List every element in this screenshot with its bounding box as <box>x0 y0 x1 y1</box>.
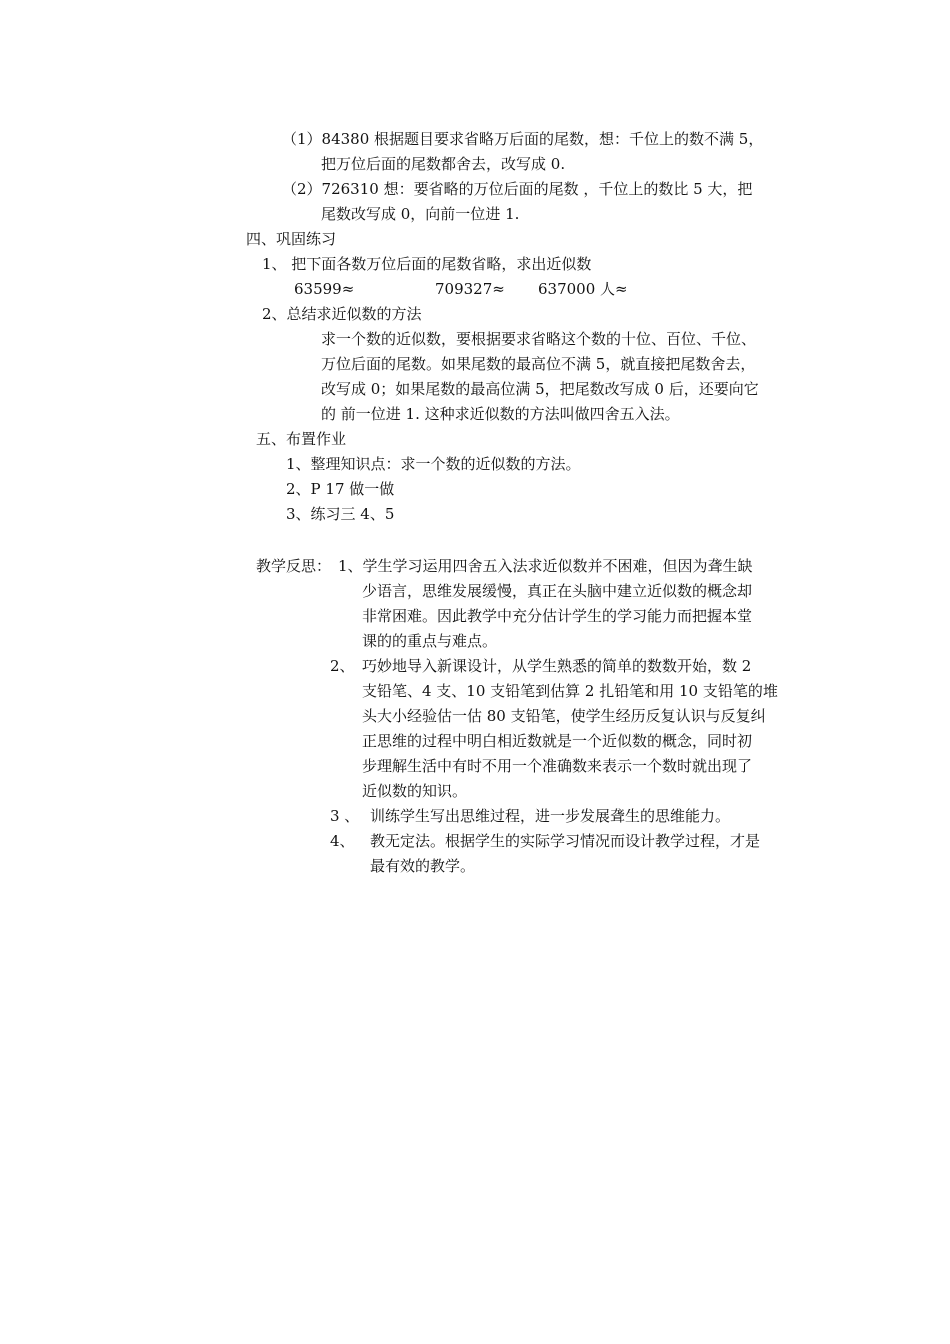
reflection-4-line-2: 最有效的教学。 <box>370 857 476 875</box>
example-1-line-2: 把万位后面的尾数都舍去，改写成 0. <box>321 155 566 173</box>
exercise-1-item-2: 709327≈ <box>435 280 505 298</box>
reflection-3-line-1: 训练学生写出思维过程，进一步发展聋生的思维能力。 <box>370 807 731 825</box>
exercise-1-label: 1、 把下面各数万位后面的尾数省略，求出近似数 <box>262 255 592 273</box>
reflection-4-number: 4、 <box>330 832 355 850</box>
method-summary-line-3: 改写成 0；如果尾数的最高位满 5，把尾数改写成 0 后，还要向它 <box>321 380 759 398</box>
example-2-line-1: （2）726310 想：要省略的万位后面的尾数 ，千位上的数比 5 大，把 <box>282 180 753 198</box>
reflection-4-line-1: 教无定法。根据学生的实际学习情况而设计教学过程，才是 <box>370 832 761 850</box>
reflection-2-line-4: 正思维的过程中明白相近数就是一个近似数的概念，同时初 <box>362 732 753 750</box>
reflection-label: 教学反思： <box>256 557 332 575</box>
method-summary-line-4: 的 前一位进 1. 这种求近似数的方法叫做四舍五入法。 <box>321 405 680 423</box>
method-summary-line-1: 求一个数的近似数，要根据要求省略这个数的十位、百位、千位、 <box>321 330 757 348</box>
example-1-line-1: （1）84380 根据题目要求省略万后面的尾数，想：千位上的数不满 5， <box>282 130 764 148</box>
reflection-2-number: 2、 <box>330 657 355 675</box>
reflection-1-line-3: 非常困难。因此教学中充分估计学生的学习能力而把握本堂 <box>362 607 753 625</box>
reflection-2-line-3: 头大小经验估一估 80 支铅笔，使学生经历反复认识与反复纠 <box>362 707 766 725</box>
reflection-2-line-2: 支铅笔、4 支、10 支铅笔到估算 2 扎铅笔和用 10 支铅笔的堆 <box>362 682 778 700</box>
exercise-2-label: 2、总结求近似数的方法 <box>262 305 422 323</box>
reflection-2-line-6: 近似数的知识。 <box>362 782 468 800</box>
exercise-1-item-1: 63599≈ <box>294 280 355 298</box>
reflection-1-line-1: 1、学生学习运用四舍五入法求近似数并不困难，但因为聋生缺 <box>338 557 753 575</box>
section-5-heading: 五、布置作业 <box>256 430 347 448</box>
reflection-2-line-1: 巧妙地导入新课设计，从学生熟悉的简单的数数开始，数 2 <box>362 657 752 675</box>
reflection-1-line-4: 课的的重点与难点。 <box>362 632 498 650</box>
homework-item-2: 2、P 17 做一做 <box>286 480 395 498</box>
reflection-2-line-5: 步理解生活中有时不用一个准确数来表示一个数时就出现了 <box>362 757 753 775</box>
method-summary-line-2: 万位后面的尾数。如果尾数的最高位不满 5，就直接把尾数舍去， <box>321 355 756 373</box>
exercise-1-item-3: 637000 人≈ <box>538 280 628 298</box>
homework-item-1: 1、整理知识点：求一个数的近似数的方法。 <box>286 455 581 473</box>
section-4-heading: 四、巩固练习 <box>246 230 337 248</box>
reflection-1-line-2: 少语言，思维发展缓慢，真正在头脑中建立近似数的概念却 <box>362 582 753 600</box>
reflection-3-number: 3 、 <box>330 807 360 825</box>
example-2-line-2: 尾数改写成 0，向前一位进 1. <box>321 205 520 223</box>
homework-item-3: 3、练习三 4、5 <box>286 505 395 523</box>
